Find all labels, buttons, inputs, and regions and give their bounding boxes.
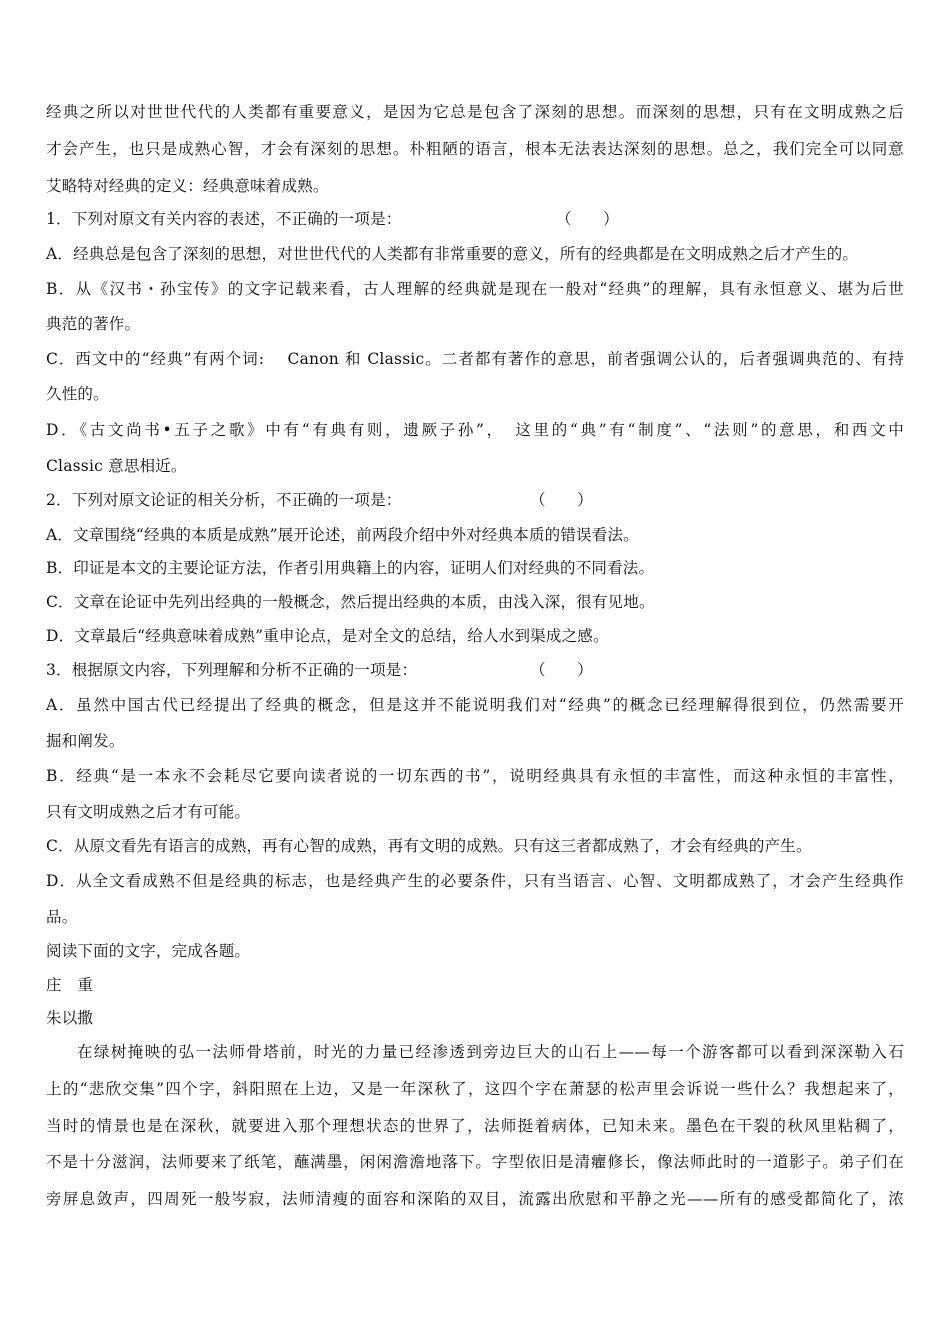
- q1-stem: [46, 209, 401, 229]
- q1-option-c-line-2: 久性的。: [46, 385, 109, 403]
- passage-line-5: 旁屏息敛声，四周死一般岑寂，法师清瘦的面容和深陷的双目，流露出欣慰和平静之光——所有的感受都简化了，浓: [46, 1190, 904, 1208]
- passage-line-1: 在绿树掩映的弘一法师骨塔前，时光的力量已经渗透到旁边巨大的山石上——每一个游客都可以看到深深勒入石: [77, 1043, 904, 1061]
- passage-title: 庄 重: [46, 976, 94, 994]
- q2-answer-paren: （ ）: [530, 491, 593, 509]
- q1-stem-text: 1．下列对原文有关内容的表述，不正确的一项是：: [46, 210, 402, 228]
- q2-option-b: B．印证是本文的主要论证方法，作者引用典籍上的内容，证明人们对经典的不同看法。: [46, 559, 655, 577]
- q3-answer-paren: （ ）: [530, 661, 593, 679]
- passage-line-2: 上的“悲欣交集”四个字，斜阳照在上边，又是一年深秋了，这四个字在萧瑟的松声里会诉说一些什么？我想起来了，: [46, 1080, 904, 1098]
- reading-instruction: 阅读下面的文字，完成各题。: [46, 942, 251, 960]
- q1-option-d-line-2: Classic 意思相近。: [46, 457, 187, 475]
- passage-line-4: 不是十分滋润，法师要来了纸笔，蘸满墨，闲闲澹澹地落下。字型依旧是清癯修长，像法师此时的一道影子。弟子们在: [46, 1153, 904, 1171]
- passage-author: 朱以撒: [46, 1009, 94, 1027]
- q3-option-b-line-2: 只有文明成熟之后才有可能。: [46, 803, 251, 821]
- intro-line-3: 艾略特对经典的定义：经典意味着成熟。: [46, 177, 329, 195]
- q1-option-b-line-1: B．从《汉书・孙宝传》的文字记载来看，古人理解的经典就是现在一般对“经典”的理解，具有永恒意义、堪为后世: [46, 280, 904, 298]
- q1-option-d-line-1: D．《古文尚书•五子之歌》中有“有典有则，遗厥子孙”， 这里的“典”有“制度”、“法则”的意思，和西文中: [46, 421, 904, 439]
- q3-option-a-line-1: A．虽然中国古代已经提出了经典的概念，但是这并不能说明我们对“经典”的概念已经理解得很到位，仍然需要开: [46, 696, 904, 714]
- q3-stem: 3．根据原文内容，下列理解和分析不正确的一项是：: [46, 661, 418, 679]
- q3-option-d-line-1: D．从全文看成熟不但是经典的标志，也是经典产生的必要条件，只有当语言、心智、文明都成熟了，才会产生经典作: [46, 872, 904, 890]
- q3-option-a-line-2: 掘和阐发。: [46, 732, 125, 750]
- q3-option-c: C．从原文看先有语言的成熟，再有心智的成熟，再有文明的成熟。只有这三者都成熟了，才会有经典的产生。: [46, 837, 812, 855]
- q3-option-d-line-2: 品。: [46, 908, 78, 926]
- q2-stem: 2．下列对原文论证的相关分析，不正确的一项是：: [46, 491, 402, 509]
- q1-answer-paren: （ ）: [556, 210, 619, 228]
- intro-line-2: 才会产生，也只是成熟心智，才会有深刻的思想。朴粗陋的语言，根本无法表达深刻的思想。总之，我们完全可以同意: [46, 140, 904, 158]
- passage-line-3: 当时的情景也是在深秋，就要进入那个理想状态的世界了，法师挺着病体，已知未来。墨色在干裂的秋风里粘稠了，: [46, 1117, 904, 1135]
- intro-line-1: 经典之所以对世世代代的人类都有重要意义，是因为它总是包含了深刻的思想。而深刻的思想，只有在文明成熟之后: [46, 103, 904, 121]
- q1-option-a: A．经典总是包含了深刻的思想，对世世代代的人类都有非常重要的意义，所有的经典都是在文明成熟之后才产生的。: [46, 245, 859, 263]
- q2-option-c: C．文章在论证中先列出经典的一般概念，然后提出经典的本质，由浅入深，很有见地。: [46, 593, 655, 611]
- q2-option-d: D．文章最后“经典意味着成熟”重申论点，是对全文的总结，给人水到渠成之感。: [46, 627, 609, 645]
- q1-option-b-line-2: 典范的著作。: [46, 315, 141, 333]
- q1-option-c-line-1: C．西文中的“经典”有两个词: Canon 和 Classic。二者都有著作的意思，前者强调公认的，后者强调典范的、有持: [46, 350, 904, 368]
- q3-option-b-line-1: B．经典“是一本永不会耗尽它要向读者说的一切东西的书”，说明经典具有永恒的丰富性，而这种永恒的丰富性，: [46, 767, 904, 785]
- q2-option-a: A．文章围绕“经典的本质是成熟”展开论述，前两段介绍中外对经典本质的错误看法。: [46, 526, 639, 544]
